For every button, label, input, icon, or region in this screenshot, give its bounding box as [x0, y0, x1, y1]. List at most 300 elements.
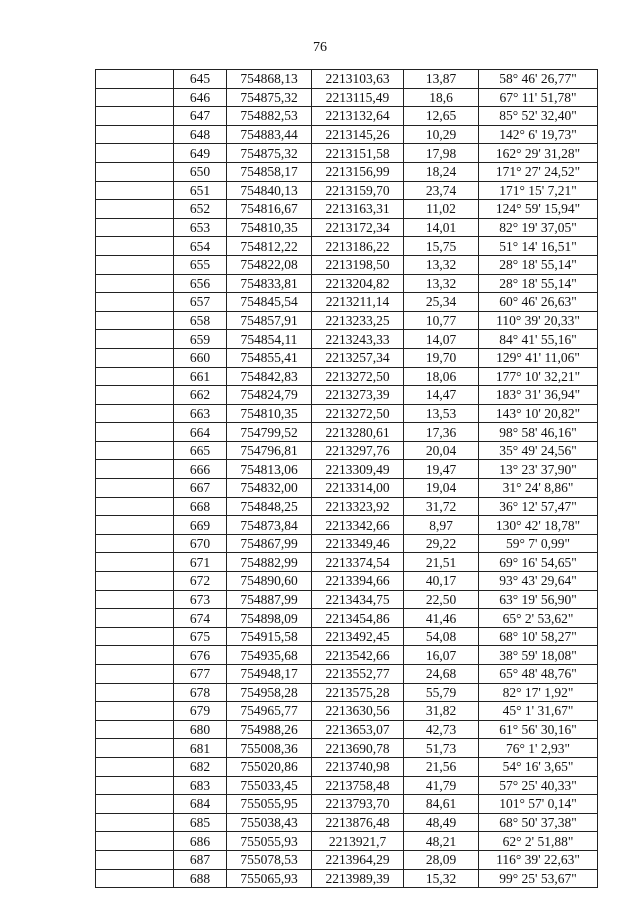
y-coordinate-cell: 2213159,70 [312, 181, 404, 200]
direction-angle-cell: 116° 39' 22,63" [479, 850, 598, 869]
distance-cell: 13,32 [404, 255, 479, 274]
y-coordinate-cell: 2213630,56 [312, 702, 404, 721]
y-coordinate-cell: 2213257,34 [312, 348, 404, 367]
distance-cell: 41,46 [404, 609, 479, 628]
x-coordinate-cell: 754796,81 [227, 441, 312, 460]
distance-cell: 29,22 [404, 534, 479, 553]
direction-angle-cell: 129° 41' 11,06" [479, 348, 598, 367]
table-row [96, 832, 598, 851]
distance-cell: 8,97 [404, 516, 479, 535]
direction-angle-cell: 45° 1' 31,67" [479, 702, 598, 721]
parcel-cell [96, 776, 174, 795]
y-coordinate-cell: 2213989,39 [312, 869, 404, 888]
x-coordinate-cell: 754833,81 [227, 274, 312, 293]
parcel-cell [96, 404, 174, 423]
direction-angle-cell: 99° 25' 53,67" [479, 869, 598, 888]
distance-cell: 12,65 [404, 107, 479, 126]
x-coordinate-cell: 754875,32 [227, 144, 312, 163]
direction-angle-cell: 59° 7' 0,99" [479, 534, 598, 553]
point-number-cell: 653 [174, 218, 227, 237]
x-coordinate-cell: 754840,13 [227, 181, 312, 200]
parcel-cell [96, 70, 174, 89]
distance-cell: 10,77 [404, 311, 479, 330]
distance-cell: 14,01 [404, 218, 479, 237]
parcel-cell [96, 423, 174, 442]
point-number-cell: 645 [174, 70, 227, 89]
table-row [96, 181, 598, 200]
direction-angle-cell: 62° 2' 51,88" [479, 832, 598, 851]
x-coordinate-cell: 754832,00 [227, 479, 312, 498]
direction-angle-cell: 93° 43' 29,64" [479, 572, 598, 591]
parcel-cell [96, 553, 174, 572]
distance-cell: 21,56 [404, 757, 479, 776]
direction-angle-cell: 98° 58' 46,16" [479, 423, 598, 442]
table-row [96, 627, 598, 646]
table-row [96, 144, 598, 163]
direction-angle-cell: 28° 18' 55,14" [479, 255, 598, 274]
parcel-cell [96, 702, 174, 721]
point-number-cell: 672 [174, 572, 227, 591]
x-coordinate-cell: 754988,26 [227, 720, 312, 739]
x-coordinate-cell: 754855,41 [227, 348, 312, 367]
x-coordinate-cell: 754810,35 [227, 404, 312, 423]
distance-cell: 55,79 [404, 683, 479, 702]
x-coordinate-cell: 755038,43 [227, 813, 312, 832]
y-coordinate-cell: 2213233,25 [312, 311, 404, 330]
point-number-cell: 677 [174, 665, 227, 684]
parcel-cell [96, 757, 174, 776]
table-row [96, 460, 598, 479]
y-coordinate-cell: 2213342,66 [312, 516, 404, 535]
parcel-cell [96, 200, 174, 219]
direction-angle-cell: 36° 12' 57,47" [479, 497, 598, 516]
distance-cell: 18,6 [404, 88, 479, 107]
direction-angle-cell: 65° 48' 48,76" [479, 665, 598, 684]
distance-cell: 54,08 [404, 627, 479, 646]
x-coordinate-cell: 754812,22 [227, 237, 312, 256]
direction-angle-cell: 82° 19' 37,05" [479, 218, 598, 237]
table-row [96, 348, 598, 367]
point-number-cell: 651 [174, 181, 227, 200]
direction-angle-cell: 177° 10' 32,21" [479, 367, 598, 386]
x-coordinate-cell: 754858,17 [227, 162, 312, 181]
x-coordinate-cell: 754887,99 [227, 590, 312, 609]
table-row [96, 757, 598, 776]
table-row [96, 665, 598, 684]
coordinates-table [95, 69, 598, 888]
y-coordinate-cell: 2213690,78 [312, 739, 404, 758]
point-number-cell: 664 [174, 423, 227, 442]
x-coordinate-cell: 755033,45 [227, 776, 312, 795]
point-number-cell: 674 [174, 609, 227, 628]
distance-cell: 11,02 [404, 200, 479, 219]
direction-angle-cell: 38° 59' 18,08" [479, 646, 598, 665]
point-number-cell: 658 [174, 311, 227, 330]
direction-angle-cell: 67° 11' 51,78" [479, 88, 598, 107]
point-number-cell: 655 [174, 255, 227, 274]
distance-cell: 15,75 [404, 237, 479, 256]
table-row [96, 88, 598, 107]
table-row [96, 386, 598, 405]
y-coordinate-cell: 2213186,22 [312, 237, 404, 256]
table-row [96, 516, 598, 535]
y-coordinate-cell: 2213314,00 [312, 479, 404, 498]
x-coordinate-cell: 754857,91 [227, 311, 312, 330]
direction-angle-cell: 68° 10' 58,27" [479, 627, 598, 646]
point-number-cell: 669 [174, 516, 227, 535]
parcel-cell [96, 479, 174, 498]
y-coordinate-cell: 2213272,50 [312, 367, 404, 386]
table-row [96, 107, 598, 126]
x-coordinate-cell: 754848,25 [227, 497, 312, 516]
x-coordinate-cell: 754875,32 [227, 88, 312, 107]
y-coordinate-cell: 2213323,92 [312, 497, 404, 516]
direction-angle-cell: 58° 46' 26,77" [479, 70, 598, 89]
distance-cell: 48,49 [404, 813, 479, 832]
parcel-cell [96, 572, 174, 591]
y-coordinate-cell: 2213297,76 [312, 441, 404, 460]
table-row [96, 404, 598, 423]
point-number-cell: 665 [174, 441, 227, 460]
y-coordinate-cell: 2213198,50 [312, 255, 404, 274]
x-coordinate-cell: 755065,93 [227, 869, 312, 888]
y-coordinate-cell: 2213349,46 [312, 534, 404, 553]
parcel-cell [96, 125, 174, 144]
point-number-cell: 673 [174, 590, 227, 609]
y-coordinate-cell: 2213575,28 [312, 683, 404, 702]
point-number-cell: 679 [174, 702, 227, 721]
parcel-cell [96, 255, 174, 274]
distance-cell: 13,32 [404, 274, 479, 293]
parcel-cell [96, 293, 174, 312]
parcel-cell [96, 720, 174, 739]
table-row [96, 720, 598, 739]
point-number-cell: 652 [174, 200, 227, 219]
parcel-cell [96, 534, 174, 553]
y-coordinate-cell: 2213542,66 [312, 646, 404, 665]
parcel-cell [96, 739, 174, 758]
direction-angle-cell: 82° 17' 1,92" [479, 683, 598, 702]
direction-angle-cell: 101° 57' 0,14" [479, 795, 598, 814]
x-coordinate-cell: 754854,11 [227, 330, 312, 349]
direction-angle-cell: 68° 50' 37,38" [479, 813, 598, 832]
parcel-cell [96, 609, 174, 628]
distance-cell: 19,04 [404, 479, 479, 498]
point-number-cell: 657 [174, 293, 227, 312]
y-coordinate-cell: 2213211,14 [312, 293, 404, 312]
distance-cell: 28,09 [404, 850, 479, 869]
direction-angle-cell: 65° 2' 53,62" [479, 609, 598, 628]
y-coordinate-cell: 2213394,66 [312, 572, 404, 591]
x-coordinate-cell: 754810,35 [227, 218, 312, 237]
distance-cell: 18,24 [404, 162, 479, 181]
y-coordinate-cell: 2213309,49 [312, 460, 404, 479]
point-number-cell: 663 [174, 404, 227, 423]
table-row [96, 125, 598, 144]
y-coordinate-cell: 2213964,29 [312, 850, 404, 869]
direction-angle-cell: 171° 27' 24,52" [479, 162, 598, 181]
point-number-cell: 676 [174, 646, 227, 665]
parcel-cell [96, 330, 174, 349]
direction-angle-cell: 63° 19' 56,90" [479, 590, 598, 609]
x-coordinate-cell: 755008,36 [227, 739, 312, 758]
x-coordinate-cell: 754898,09 [227, 609, 312, 628]
table-row [96, 572, 598, 591]
parcel-cell [96, 795, 174, 814]
x-coordinate-cell: 754822,08 [227, 255, 312, 274]
parcel-cell [96, 646, 174, 665]
table-row [96, 218, 598, 237]
y-coordinate-cell: 2213273,39 [312, 386, 404, 405]
table-row [96, 813, 598, 832]
direction-angle-cell: 60° 46' 26,63" [479, 293, 598, 312]
x-coordinate-cell: 754842,83 [227, 367, 312, 386]
distance-cell: 19,47 [404, 460, 479, 479]
y-coordinate-cell: 2213653,07 [312, 720, 404, 739]
y-coordinate-cell: 2213280,61 [312, 423, 404, 442]
x-coordinate-cell: 754813,06 [227, 460, 312, 479]
direction-angle-cell: 35° 49' 24,56" [479, 441, 598, 460]
direction-angle-cell: 85° 52' 32,40" [479, 107, 598, 126]
y-coordinate-cell: 2213552,77 [312, 665, 404, 684]
x-coordinate-cell: 754882,99 [227, 553, 312, 572]
parcel-cell [96, 813, 174, 832]
direction-angle-cell: 162° 29' 31,28" [479, 144, 598, 163]
point-number-cell: 659 [174, 330, 227, 349]
direction-angle-cell: 76° 1' 2,93" [479, 739, 598, 758]
y-coordinate-cell: 2213434,75 [312, 590, 404, 609]
parcel-cell [96, 386, 174, 405]
x-coordinate-cell: 755078,53 [227, 850, 312, 869]
table-row [96, 553, 598, 572]
parcel-cell [96, 88, 174, 107]
distance-cell: 16,07 [404, 646, 479, 665]
y-coordinate-cell: 2213115,49 [312, 88, 404, 107]
table-row [96, 739, 598, 758]
distance-cell: 31,72 [404, 497, 479, 516]
parcel-cell [96, 590, 174, 609]
point-number-cell: 687 [174, 850, 227, 869]
table-row [96, 795, 598, 814]
table-row [96, 311, 598, 330]
x-coordinate-cell: 754882,53 [227, 107, 312, 126]
direction-angle-cell: 69° 16' 54,65" [479, 553, 598, 572]
y-coordinate-cell: 2213145,26 [312, 125, 404, 144]
parcel-cell [96, 497, 174, 516]
x-coordinate-cell: 754799,52 [227, 423, 312, 442]
direction-angle-cell: 142° 6' 19,73" [479, 125, 598, 144]
direction-angle-cell: 143° 10' 20,82" [479, 404, 598, 423]
point-number-cell: 685 [174, 813, 227, 832]
distance-cell: 21,51 [404, 553, 479, 572]
direction-angle-cell: 110° 39' 20,33" [479, 311, 598, 330]
y-coordinate-cell: 2213172,34 [312, 218, 404, 237]
distance-cell: 13,53 [404, 404, 479, 423]
parcel-cell [96, 460, 174, 479]
point-number-cell: 666 [174, 460, 227, 479]
point-number-cell: 678 [174, 683, 227, 702]
distance-cell: 22,50 [404, 590, 479, 609]
point-number-cell: 675 [174, 627, 227, 646]
y-coordinate-cell: 2213876,48 [312, 813, 404, 832]
y-coordinate-cell: 2213163,31 [312, 200, 404, 219]
x-coordinate-cell: 754915,58 [227, 627, 312, 646]
point-number-cell: 662 [174, 386, 227, 405]
x-coordinate-cell: 755055,95 [227, 795, 312, 814]
parcel-cell [96, 832, 174, 851]
point-number-cell: 670 [174, 534, 227, 553]
direction-angle-cell: 31° 24' 8,86" [479, 479, 598, 498]
point-number-cell: 688 [174, 869, 227, 888]
x-coordinate-cell: 754873,84 [227, 516, 312, 535]
direction-angle-cell: 54° 16' 3,65" [479, 757, 598, 776]
distance-cell: 19,70 [404, 348, 479, 367]
direction-angle-cell: 124° 59' 15,94" [479, 200, 598, 219]
y-coordinate-cell: 2213374,54 [312, 553, 404, 572]
x-coordinate-cell: 754868,13 [227, 70, 312, 89]
parcel-cell [96, 665, 174, 684]
y-coordinate-cell: 2213492,45 [312, 627, 404, 646]
x-coordinate-cell: 754948,17 [227, 665, 312, 684]
table-row [96, 534, 598, 553]
x-coordinate-cell: 754890,60 [227, 572, 312, 591]
distance-cell: 14,47 [404, 386, 479, 405]
direction-angle-cell: 28° 18' 55,14" [479, 274, 598, 293]
point-number-cell: 656 [174, 274, 227, 293]
parcel-cell [96, 683, 174, 702]
parcel-cell [96, 218, 174, 237]
distance-cell: 10,29 [404, 125, 479, 144]
point-number-cell: 681 [174, 739, 227, 758]
distance-cell: 20,04 [404, 441, 479, 460]
table-row [96, 367, 598, 386]
distance-cell: 13,87 [404, 70, 479, 89]
table-row [96, 441, 598, 460]
table-row [96, 423, 598, 442]
page-number: 76 [313, 40, 327, 55]
point-number-cell: 647 [174, 107, 227, 126]
point-number-cell: 661 [174, 367, 227, 386]
table-row [96, 850, 598, 869]
point-number-cell: 648 [174, 125, 227, 144]
distance-cell: 40,17 [404, 572, 479, 591]
y-coordinate-cell: 2213243,33 [312, 330, 404, 349]
distance-cell: 42,73 [404, 720, 479, 739]
y-coordinate-cell: 2213156,99 [312, 162, 404, 181]
x-coordinate-cell: 754824,79 [227, 386, 312, 405]
direction-angle-cell: 51° 14' 16,51" [479, 237, 598, 256]
table-row [96, 274, 598, 293]
point-number-cell: 680 [174, 720, 227, 739]
table-row [96, 646, 598, 665]
y-coordinate-cell: 2213103,63 [312, 70, 404, 89]
point-number-cell: 671 [174, 553, 227, 572]
table-row [96, 162, 598, 181]
distance-cell: 23,74 [404, 181, 479, 200]
point-number-cell: 654 [174, 237, 227, 256]
table-row [96, 293, 598, 312]
distance-cell: 14,07 [404, 330, 479, 349]
parcel-cell [96, 441, 174, 460]
table-row [96, 479, 598, 498]
parcel-cell [96, 144, 174, 163]
table-row [96, 609, 598, 628]
parcel-cell [96, 367, 174, 386]
table-row [96, 497, 598, 516]
direction-angle-cell: 171° 15' 7,21" [479, 181, 598, 200]
parcel-cell [96, 627, 174, 646]
table-row [96, 237, 598, 256]
table-row [96, 683, 598, 702]
distance-cell: 51,73 [404, 739, 479, 758]
point-number-cell: 668 [174, 497, 227, 516]
table-row [96, 330, 598, 349]
distance-cell: 17,98 [404, 144, 479, 163]
x-coordinate-cell: 755020,86 [227, 757, 312, 776]
x-coordinate-cell: 754935,68 [227, 646, 312, 665]
parcel-cell [96, 107, 174, 126]
point-number-cell: 686 [174, 832, 227, 851]
table-row [96, 869, 598, 888]
coordinates-table-body [96, 70, 598, 888]
y-coordinate-cell: 2213132,64 [312, 107, 404, 126]
x-coordinate-cell: 754845,54 [227, 293, 312, 312]
parcel-cell [96, 181, 174, 200]
y-coordinate-cell: 2213454,86 [312, 609, 404, 628]
y-coordinate-cell: 2213204,82 [312, 274, 404, 293]
x-coordinate-cell: 755055,93 [227, 832, 312, 851]
parcel-cell [96, 348, 174, 367]
point-number-cell: 667 [174, 479, 227, 498]
y-coordinate-cell: 2213758,48 [312, 776, 404, 795]
table-row [96, 70, 598, 89]
point-number-cell: 682 [174, 757, 227, 776]
direction-angle-cell: 183° 31' 36,94" [479, 386, 598, 405]
parcel-cell [96, 311, 174, 330]
point-number-cell: 650 [174, 162, 227, 181]
direction-angle-cell: 57° 25' 40,33" [479, 776, 598, 795]
distance-cell: 15,32 [404, 869, 479, 888]
table-row [96, 255, 598, 274]
x-coordinate-cell: 754883,44 [227, 125, 312, 144]
parcel-cell [96, 162, 174, 181]
parcel-cell [96, 869, 174, 888]
table-row [96, 776, 598, 795]
distance-cell: 17,36 [404, 423, 479, 442]
table-row [96, 702, 598, 721]
direction-angle-cell: 13° 23' 37,90" [479, 460, 598, 479]
y-coordinate-cell: 2213793,70 [312, 795, 404, 814]
distance-cell: 31,82 [404, 702, 479, 721]
x-coordinate-cell: 754816,67 [227, 200, 312, 219]
point-number-cell: 646 [174, 88, 227, 107]
x-coordinate-cell: 754965,77 [227, 702, 312, 721]
direction-angle-cell: 84° 41' 55,16" [479, 330, 598, 349]
distance-cell: 25,34 [404, 293, 479, 312]
y-coordinate-cell: 2213740,98 [312, 757, 404, 776]
x-coordinate-cell: 754867,99 [227, 534, 312, 553]
distance-cell: 48,21 [404, 832, 479, 851]
point-number-cell: 683 [174, 776, 227, 795]
direction-angle-cell: 61° 56' 30,16" [479, 720, 598, 739]
point-number-cell: 660 [174, 348, 227, 367]
y-coordinate-cell: 2213921,7 [312, 832, 404, 851]
distance-cell: 41,79 [404, 776, 479, 795]
table-row [96, 200, 598, 219]
table-row [96, 590, 598, 609]
parcel-cell [96, 274, 174, 293]
point-number-cell: 684 [174, 795, 227, 814]
